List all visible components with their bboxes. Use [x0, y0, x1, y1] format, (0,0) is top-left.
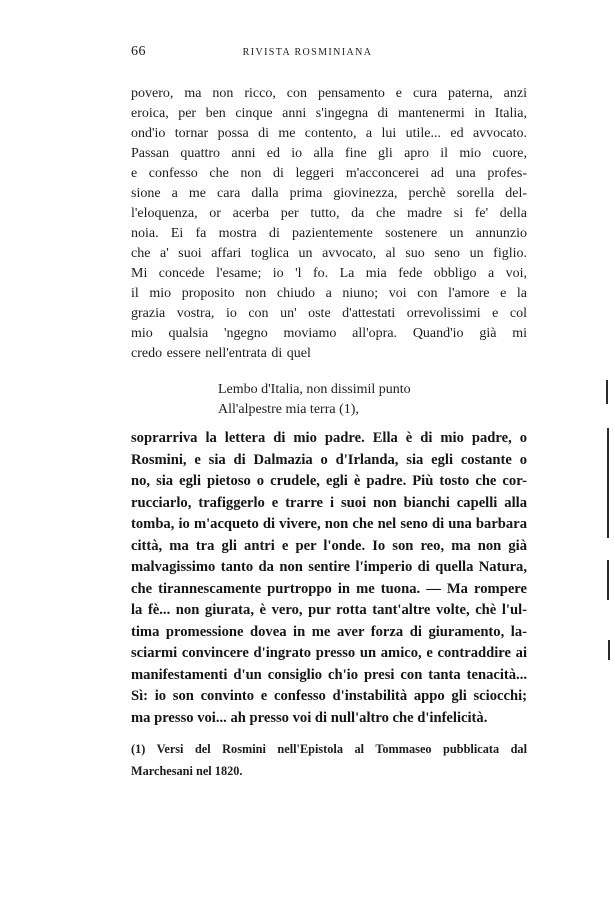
- text-line: città, ma tra gli antri e per l'onde. Io son reo, ma non già: [131, 537, 527, 554]
- footnote-line: (1) Versi del Rosmini nell'Epistola al Tommaseo pubblicata dal: [131, 742, 527, 756]
- scan-edge-mark: [607, 560, 609, 600]
- running-head: RIVISTA ROSMINIANA: [242, 47, 373, 58]
- text-line: ma presso voi... ah presso voi di null'altro che d'infelicità.: [131, 709, 488, 726]
- text-line: sione a me cara dalla prima giovinezza, perchè sorella del-: [131, 186, 527, 201]
- text-line: Sì: io son convinto e confesso d'instabilità appo gli sciocchi;: [131, 688, 527, 704]
- text-line: che a' suoi affari toglica un avvocato, al suo seno un figlio.: [131, 246, 527, 261]
- text-line: il mio proposito non chiudo a niuno; voi con l'amore e la: [131, 286, 527, 301]
- paragraph-1: [131, 84, 527, 364]
- text-line: malvagissimo tanto da non sentire l'imperio di quella Natura,: [131, 559, 527, 575]
- verse-line: Lembo d'Italia, non dissimil punto: [218, 382, 411, 397]
- page-header: [0, 44, 615, 64]
- text-line: manifestamenti d'un consiglio ch'io presi con tanta tenacità...: [131, 666, 527, 683]
- text-line: rucciarlo, trafiggerlo e trarre i suoi non bianchi capelli alla: [131, 494, 527, 511]
- text-line: mio qualsia 'ngegno moviamo all'opra. Quand'io già mi: [131, 326, 527, 341]
- verse-quote: [218, 380, 411, 420]
- text-line: la fè... non giurata, è vero, pur rotta tant'altre volte, chè l'ul-: [131, 602, 527, 618]
- text-line: no, sia egli pietoso o crudele, egli è padre. Più tosto che cor-: [131, 473, 527, 489]
- text-line: sciarmi convincere d'ingrato presso un amico, e contraddire ai: [131, 645, 527, 661]
- text-line: che tirannescamente purtroppo in me tuona. — Ma rompere: [131, 580, 527, 597]
- text-line: grazia vostra, io con un' oste d'attestati orrevolissimi e col: [131, 306, 527, 321]
- text-line: tomba, io m'acqueto di vivere, non che nel seno di una barbara: [131, 516, 527, 532]
- text-line: credo essere nell'entrata di quel: [131, 346, 311, 361]
- scan-edge-mark: [606, 380, 608, 404]
- scan-edge-mark: [607, 428, 609, 538]
- footnote-line: Marchesani nel 1820.: [131, 764, 243, 778]
- footnote: [131, 738, 527, 782]
- text-line: tima promessione dovea in me aver forza di giuramento, la-: [131, 623, 527, 640]
- text-line: l'eloquenza, or acerba per tutto, da che madre si fe' della: [131, 206, 527, 221]
- text-line: Rosmini, e sia di Dalmazia o d'Irlanda, sia egli costante o: [131, 451, 527, 468]
- text-line: noia. Ei fa mostra di pazientemente sostenere un annunzio: [131, 226, 527, 241]
- text-line: Mi concede l'esame; io 'l fo. La mia fede obbligo a voi,: [131, 266, 527, 281]
- text-line: ond'io tornar possa di me contento, a lui utile... ed avvocato.: [131, 126, 527, 141]
- page-number: 66: [131, 44, 146, 59]
- text-line: e confesso che non di leggeri m'acconcerei ad una profes-: [131, 166, 527, 181]
- text-line: povero, ma non ricco, con pensamento e cura paterna, anzi: [131, 86, 527, 101]
- scan-edge-mark: [608, 640, 610, 660]
- paragraph-2: [131, 428, 527, 729]
- text-line: soprarriva la lettera di mio padre. Ella è di mio padre, o: [131, 430, 527, 446]
- text-line: Passan quattro anni ed io alla fine gli apro il mio cuore,: [131, 146, 527, 161]
- verse-line: All'alpestre mia terra (1),: [218, 402, 359, 417]
- text-line: eroica, per ben cinque anni s'ingegna di mantenermi in Italia,: [131, 106, 527, 121]
